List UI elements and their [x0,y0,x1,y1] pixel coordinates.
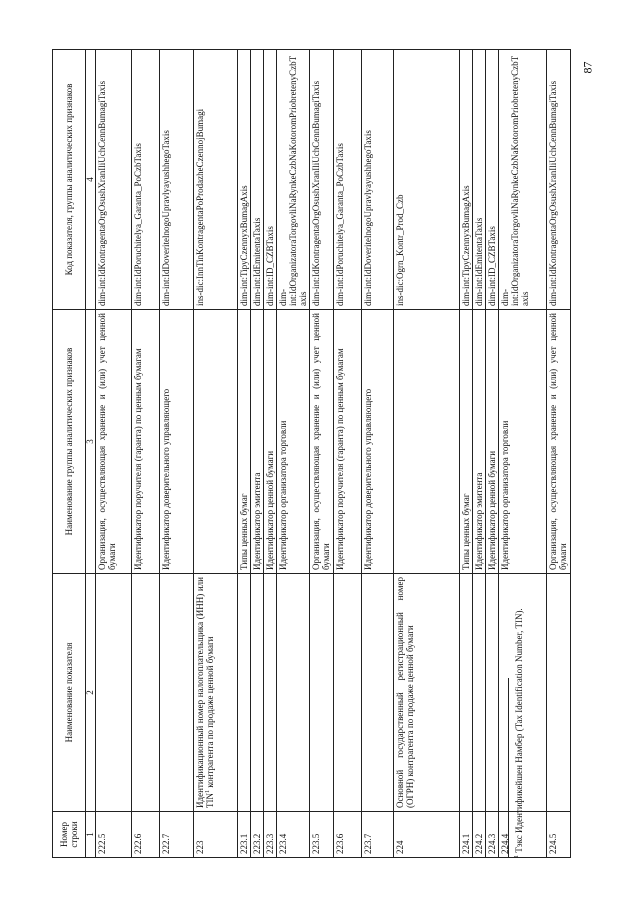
table-row [251,50,264,858]
indicator-code: dim-int:IdEmitentaTaxis [473,50,486,310]
row-number: 223.1 [238,812,251,858]
group-name: Идентификатор эмитента [473,310,486,574]
group-name: Идентификатор ценной бумаги [264,310,277,574]
indicator-name: Основной государственный регистрационный номер (ОГРН) контрагента по продаже ценной бумаги [394,574,460,812]
indicator-code: dim-int:IdDoveritelnogoUpravlyayushhegoTaxis [362,50,394,310]
row-number: 224.4 [499,812,547,858]
group-name: Организация, осуществляющая хранение и (или) учет ценной бумаги [547,310,571,574]
table-row [194,50,238,858]
row-number: 223 [194,812,238,858]
indicator-code: dim-int:IdKontragentaOrgOsushXranIliUchCennBumagiTaxis [96,50,132,310]
indicator-name [460,574,473,812]
indicator-name [310,574,334,812]
indicator-table [52,49,571,858]
indicator-name [132,574,160,812]
table-row [473,50,486,858]
indicator-code: dim-int:IdKontragentaOrgOsushXranIliUchCennBumagiTaxis [310,50,334,310]
indicator-code: dim-int:TipyCzennyxBumagAxis [238,50,251,310]
indicator-code: ins-dic:Ogrn_Kontr_Prod_Czb [394,50,460,310]
column-number: 1 [86,812,96,858]
indicator-name [473,574,486,812]
row-number: 222.5 [96,812,132,858]
indicator-code: dim-int:IdOrganizatoraTorgovliNaRynkeCzbNaKotoromPriobretenyCzbTaxis [499,50,547,310]
group-name: Типы ценных бумаг [460,310,473,574]
footnote-marker: 1 [514,855,520,858]
indicator-name [277,574,310,812]
indicator-name-tail: контрагента по продаже ценной бумаги [205,636,215,790]
column-number: 4 [86,50,96,310]
indicator-name [264,574,277,812]
indicator-code: dim-int:IdKontragentaOrgOsushXranIliUchCennBumagiTaxis [547,50,571,310]
indicator-name [194,574,238,812]
page-number: 87 [580,61,595,74]
group-name: Идентификатор поручителя (гаранта) по ценным бумагам [334,310,362,574]
row-number: 224.1 [460,812,473,858]
indicator-name-text: Идентификационный номер налогоплательщика (ИНН) или TIN [195,577,215,808]
table-row [277,50,310,858]
table-row [310,50,334,858]
indicator-name [547,574,571,812]
group-name: Типы ценных бумаг [238,310,251,574]
group-name: Идентификатор поручителя (гаранта) по ценным бумагам [132,310,160,574]
column-number: 3 [86,310,96,574]
table-row [394,50,460,858]
group-name: Организация, осуществляющая хранение и (или) учет ценной бумаги [96,310,132,574]
table-row [334,50,362,858]
table-row [460,50,473,858]
row-number: 224.3 [486,812,499,858]
footnote-separator [508,678,509,858]
header-indicator-name: Наименование показателя [53,574,86,812]
indicator-name [238,574,251,812]
table-row [132,50,160,858]
indicator-code: ins-dic:InnTinKontragentaPoProdazheCzennojBumagi [194,50,238,310]
indicator-name [334,574,362,812]
indicator-name [96,574,132,812]
indicator-code: dim-int:IdDoveritelnogoUpravlyayushhegoTaxis [160,50,194,310]
table-row [264,50,277,858]
table-row [547,50,571,858]
row-number: 223.5 [310,812,334,858]
row-number: 223.2 [251,812,264,858]
indicator-code: dim-int:IdEmitentaTaxis [251,50,264,310]
indicator-code: dim-int:ID_CZBTaxis [486,50,499,310]
indicator-name [486,574,499,812]
row-number: 224.5 [547,812,571,858]
table-row [362,50,394,858]
table-row [160,50,194,858]
group-name: Идентификатор эмитента [251,310,264,574]
footnote-text: Тэкс Идентификейшен Намбер (Tax Identification Number, TIN). [514,608,524,855]
table-row [238,50,251,858]
row-number: 224 [394,812,460,858]
header-row-number: Номер строки [53,812,86,858]
indicator-name [251,574,264,812]
table-row [486,50,499,858]
indicator-code: dim-int:ID_CZBTaxis [264,50,277,310]
row-number: 223.3 [264,812,277,858]
indicator-name [362,574,394,812]
rotated-landscape-content [52,50,567,858]
indicator-code: dim-int:TipyCzennyxBumagAxis [460,50,473,310]
column-number-row [86,50,96,858]
group-name: Идентификатор организатора торговли [499,310,547,574]
table-header-row [53,50,86,858]
group-name: Идентификатор организатора торговли [277,310,310,574]
footnote [514,608,524,858]
indicator-code: dim-int:IdOrganizatoraTorgovliNaRynkeCzbNaKotoromPriobretenyCzbTaxis [277,50,310,310]
indicator-code: dim-int:IdPoruchitelya_Garanta_PoCzbTaxis [132,50,160,310]
indicator-code: dim-int:IdPoruchitelya_Garanta_PoCzbTaxis [334,50,362,310]
header-group-name: Наименование группы аналитических признаков [53,310,86,574]
row-number: 223.4 [277,812,310,858]
group-name: Идентификатор доверительного управляющего [362,310,394,574]
row-number: 224.2 [473,812,486,858]
row-number: 222.7 [160,812,194,858]
group-name: Идентификатор доверительного управляющего [160,310,194,574]
table-row [96,50,132,858]
row-number: 222.6 [132,812,160,858]
group-name [194,310,238,574]
group-name [394,310,460,574]
header-code: Код показателя, группы аналитических признаков [53,50,86,310]
footnote-marker: 1 [205,790,211,793]
group-name: Идентификатор ценной бумаги [486,310,499,574]
column-number: 2 [86,574,96,812]
row-number: 223.7 [362,812,394,858]
indicator-name [160,574,194,812]
group-name: Организация, осуществляющая хранение и (или) учет ценной бумаги [310,310,334,574]
row-number: 223.6 [334,812,362,858]
